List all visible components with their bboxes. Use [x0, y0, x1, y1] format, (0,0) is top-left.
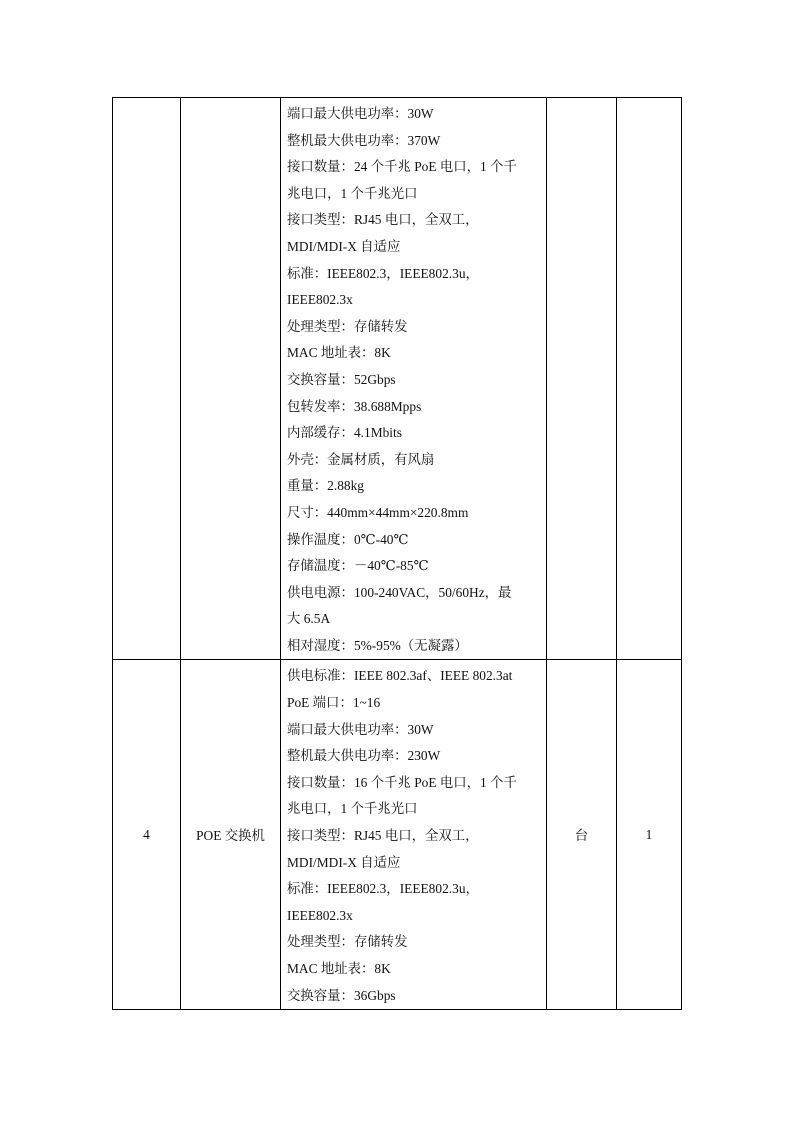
spec-line: 内部缓存：4.1Mbits: [287, 425, 402, 441]
spec-line: 供电标准：IEEE 802.3af、IEEE 802.3at: [287, 668, 513, 684]
table-row: [113, 660, 682, 1010]
spec-line: 整机最大供电功率：230W: [287, 748, 441, 764]
item-number-cell: 4: [113, 660, 181, 1010]
spec-line: 接口数量：16 个千兆 PoE 电口，1 个千: [287, 774, 517, 790]
spec-line: 重量：2.88kg: [287, 478, 364, 494]
spec-line: 供电电源：100-240VAC，50/60Hz，最: [287, 584, 512, 600]
spec-line: IEEE802.3x: [287, 292, 353, 308]
quantity-cell: [617, 98, 682, 660]
item-name-cell: [181, 98, 281, 660]
spec-table: [112, 97, 682, 1010]
item-number-cell: [113, 98, 181, 660]
spec-line: 交换容量：36Gbps: [287, 987, 396, 1003]
spec-line: PoE 端口：1~16: [287, 695, 381, 711]
spec-line: 处理类型：存储转发: [287, 934, 408, 950]
spec-line: 操作温度：0℃-40℃: [287, 531, 409, 547]
quantity-cell: 1: [617, 660, 682, 1010]
table-row: [113, 98, 682, 660]
spec-line: 端口最大供电功率：30W: [287, 721, 434, 737]
spec-line: 接口类型：RJ45 电口，全双工，: [287, 212, 479, 228]
spec-line: 交换容量：52Gbps: [287, 371, 396, 387]
item-name-cell: POE 交换机: [181, 660, 281, 1010]
spec-line: 标准：IEEE802.3，IEEE802.3u，: [287, 265, 479, 281]
unit-cell: [547, 98, 617, 660]
spec-line: 接口类型：RJ45 电口，全双工，: [287, 828, 479, 844]
spec-line: 外壳：金属材质，有风扇: [287, 451, 435, 467]
spec-line: MDI/MDI-X 自适应: [287, 238, 401, 254]
spec-line: MAC 地址表：8K: [287, 961, 391, 976]
spec-line: 接口数量：24 个千兆 PoE 电口，1 个千: [287, 159, 517, 175]
unit-cell: 台: [547, 660, 617, 1010]
spec-line: MDI/MDI-X 自适应: [287, 854, 401, 870]
spec-line: IEEE802.3x: [287, 907, 353, 923]
spec-line: 相对湿度：5%-95%（无凝露）: [287, 637, 468, 653]
spec-cell: [281, 98, 547, 660]
spec-line: 整机最大供电功率：370W: [287, 132, 441, 148]
spec-line: 存储温度：－40℃-85℃: [287, 558, 429, 574]
spec-line: 兆电口，1 个千兆光口: [287, 801, 418, 817]
spec-line: 大 6.5A: [287, 611, 331, 627]
spec-line: 兆电口，1 个千兆光口: [287, 185, 418, 201]
spec-line: 尺寸：440mm×44mm×220.8mm: [287, 504, 469, 520]
spec-line: 端口最大供电功率：30W: [287, 106, 434, 121]
spec-line: 包转发率：38.688Mpps: [287, 398, 422, 414]
spec-line: 处理类型：存储转发: [287, 318, 408, 334]
spec-line: 标准：IEEE802.3，IEEE802.3u，: [287, 881, 479, 897]
spec-cell: [281, 660, 547, 1010]
spec-line: MAC 地址表：8K: [287, 345, 391, 361]
